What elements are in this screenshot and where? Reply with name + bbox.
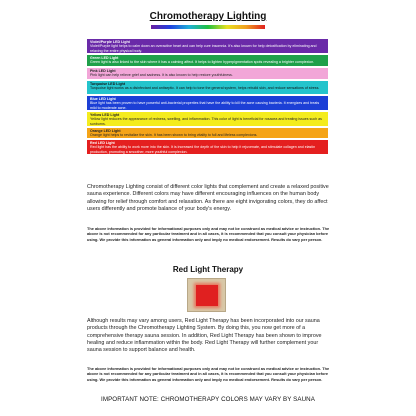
important-note: IMPORTANT NOTE: CHROMOTHERAPY COLORS MAY VARY BY SAUNA: [101, 396, 315, 403]
band-turquoise: [87, 81, 328, 94]
band-blue: [87, 96, 328, 110]
band-text: Orange light helps to revitalize the skin. It has been shown to bring vitality to full and lifeless complexions.: [90, 133, 258, 138]
band-title: Pink LED Light: [90, 69, 116, 73]
band-pink: [87, 68, 328, 79]
red-light-glow: [196, 285, 218, 306]
red-light-panel-image: [187, 278, 226, 312]
red-light-paragraph: Although results may vary among users, Red Light Therapy has been incorporated into our sauna products through the Chromotherapy Lighting System. By doing this, you now get more of a comprehensive therapy sauna session. In addition, Red Light Therapy has been shown to improve healing and reduce inflammation within the body. Red Light Therapy will further complement your sauna session to support balance and health.: [87, 318, 322, 354]
disclaimer-top: The above information is provided for informational purposes only and may not be construed as medical advice or instruction. The above is not recommended for any particular treatment and in all cases, it is recommended that you consult your physician before using. We provide this information as general information only and imply no medical endorsement. Results do vary per person.: [87, 226, 330, 242]
color-bands: [87, 39, 328, 156]
band-text: Blue light has been proven to have powerful anti-bacterial properties that have the ability to kill the acne causing bacteria. It energizes and treats mild to moderate acne.: [90, 101, 320, 110]
band-title: Green LED Light: [90, 56, 119, 60]
band-text: Green light is also linked to the skin where it has a calming affect. It helps to lighten hyperpigmentation spots revealing a brighter complexion.: [90, 60, 315, 65]
page-title: Chromotherapy Lighting: [149, 11, 267, 22]
band-title: Blue LED Light: [90, 97, 116, 101]
band-title: Violet/Purple LED Light: [90, 40, 130, 44]
band-text: Yellow light reduces the appearance of redness, swelling, and inflammation. This color of light is beneficial for rosacea and treating issues such as sunburns.: [90, 117, 322, 126]
band-violet: [87, 39, 328, 53]
spectrum-bar: [151, 25, 265, 29]
band-title: Yellow LED Light: [90, 113, 120, 117]
disclaimer-bottom: The above information is provided for informational purposes only and may not be construed as medical advice or instruction. The above is not recommended for any particular treatment and in all cases, it is recommended that you consult your physician before using. We provide this information as general information only and imply no medical endorsement. Results do vary per person.: [87, 366, 330, 382]
band-text: Red light has the ability to work more into the skin. It is increased the depth of the skin to help it rejuvenate, and stimulate collagen and elastin production, promoting a smoother, more youthful complexion.: [90, 145, 316, 154]
band-title: Orange LED Light: [90, 129, 121, 133]
band-orange: [87, 128, 328, 138]
band-text: Violet/Purple light helps to calm down an overactive heart and can help cure insomnia. It's also known for help detoxification by eliminating and relaxing the entire physical body.: [90, 44, 317, 53]
band-red: [87, 140, 328, 154]
band-text: Pink light can help relieve grief and sadness. It is also known to help restore youthfulness.: [90, 73, 233, 78]
band-text: Turquoise light works as a disinfectant and antiseptic. It can help to tone the general system, helps rebuild skin, and reduce sensations of stress.: [90, 86, 320, 91]
intro-paragraph: Chromotherapy Lighting consist of different color lights that complement and create a relaxed positive sauna experience. Different colors may have different encouraging influences on the human body allowing for relief through comfort and relaxation. As there are eight invigorating colors, they do affect users differently and promote balance of your body's energy.: [87, 184, 329, 212]
band-green: [87, 55, 328, 66]
band-title: Red LED Light: [90, 141, 115, 145]
band-title: Turquoise LED Light: [90, 82, 126, 86]
band-yellow: [87, 112, 328, 126]
red-light-title: Red Light Therapy: [172, 265, 244, 274]
